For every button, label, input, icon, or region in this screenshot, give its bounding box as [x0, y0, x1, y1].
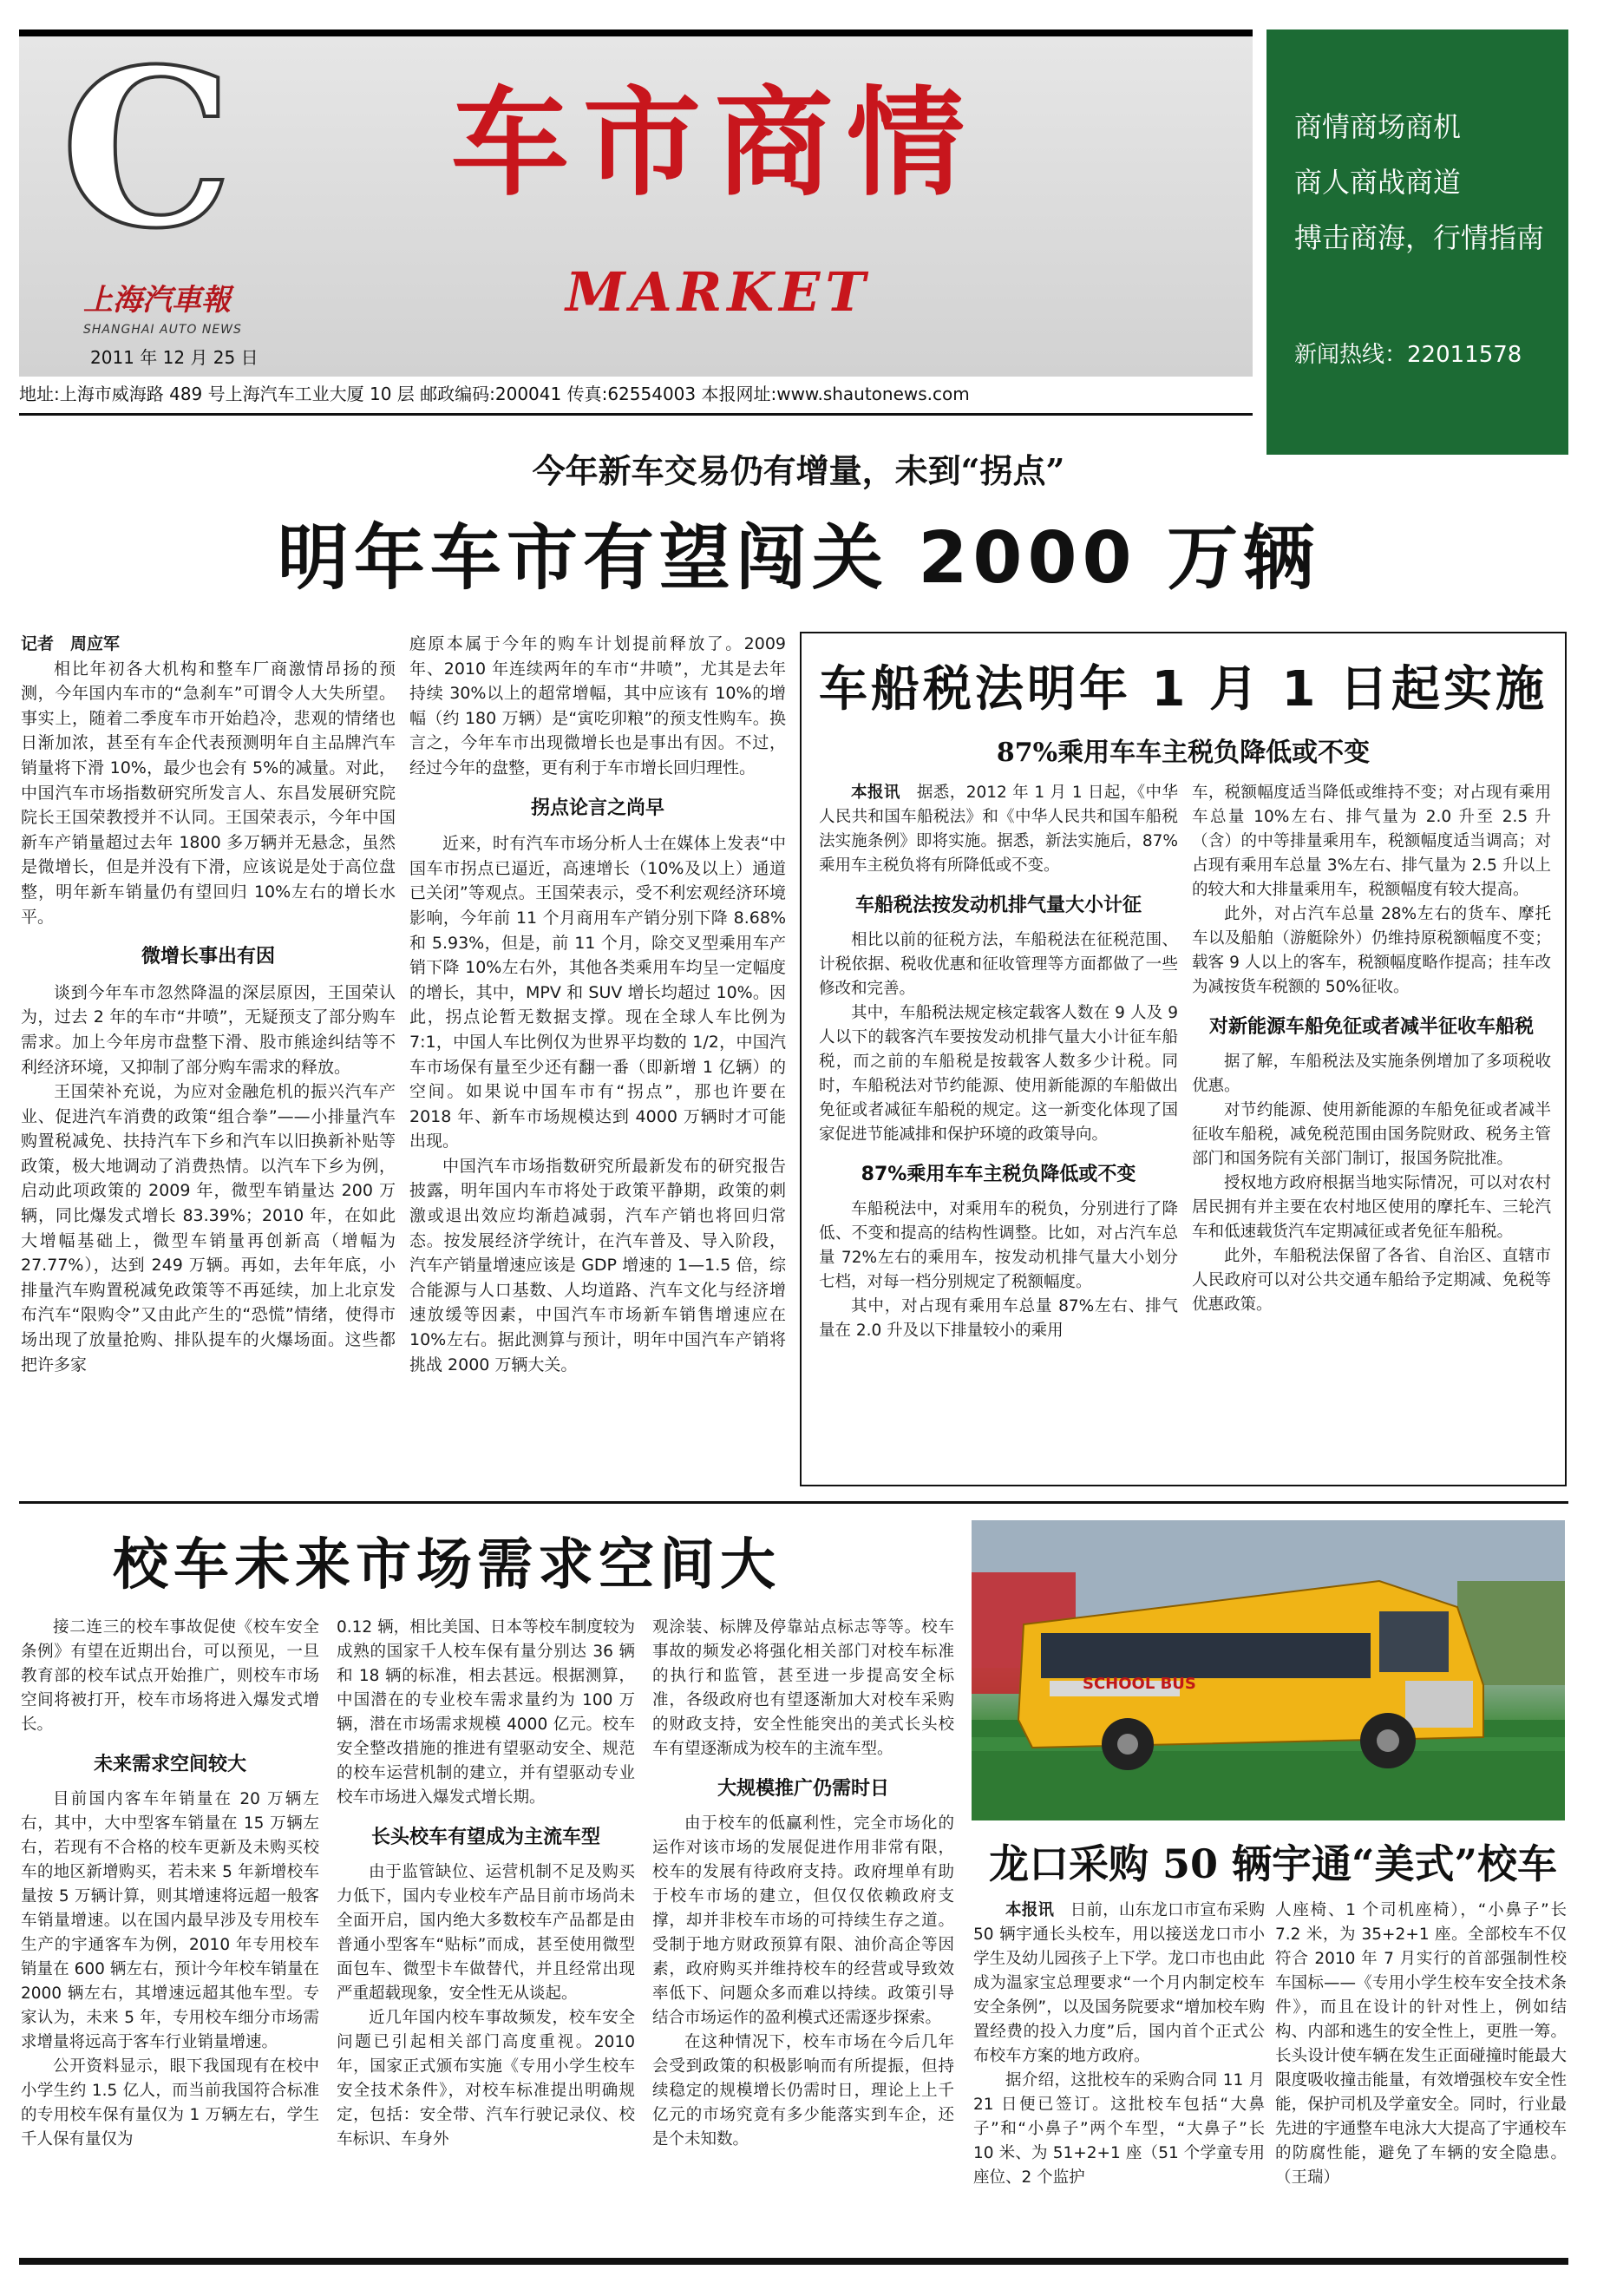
lead-headline: 明年车市有望闯关 2000 万辆 [277, 517, 1320, 600]
paragraph: 王国荣补充说，为应对金融危机的振兴汽车产业、促进汽车消费的政策“组合拳”——小排量汽车购置税减免、扶持汽车下乡和汽车以旧换新补贴等政策，极大地调动了消费热情。以汽车下乡为例，启动此项政策的 2009 年，微型车销量达 200 万辆，同比爆发式增长 83.39%；2010 年，在如此大增幅基础上，微型车销量再创新高（增幅为 27.77%），达到 249 万辆。再如，去年年底，小排量汽车购置税减免政策等不再延续，加上北京发布汽车“限购令”又由此产生的“恐慌”情绪，使得市场出现了放量抢购、排队提车的火爆场面。这些都把许多家 [21, 1082, 396, 1374]
paragraph: 在这种情况下，校车市场在今后几年会受到政策的积极影响而有所提振，但持续稳定的规模增长仍需时日，理论上上千亿元的市场究竟有多少能落实到车企，还是个未知数。 [652, 2033, 954, 2148]
bus-column-2 [337, 1616, 635, 2152]
byline: 记者 周应军 [21, 634, 121, 653]
section-title-en: MARKET [566, 260, 871, 324]
paper-name-en: SHANGHAI AUTO NEWS [83, 323, 242, 337]
paragraph: 接二连三的校车事故促使《校车安全条例》有望在近期出台，可以预见，一旦教育部的校车试点开始推广，则校车市场空间将被打开，校车市场将进入爆发式增长。 [21, 1618, 319, 1734]
paragraph: 近几年国内校车事故频发，校车安全问题已引起相关部门高度重视。2010 年，国家正式颁布实施《专用小学生校车安全技术条件》，对校车标准提出明确规定，包括：安全带、汽车行驶记录仪、校车标识、车身外 [337, 2009, 635, 2148]
lead-column-2 [409, 632, 786, 1377]
paper-name: 上海汽車報 [83, 283, 231, 318]
paragraph: 目前国内客车年销量在 20 万辆左右，其中，大中型客车销量在 15 万辆左右，若现有不合格的校车更新及未购买校车的地区新增购买，若未来 5 年新增校车量按 5 万辆计算，则其增速将远超一般客车销量增速。以在国内最早涉及专用校车生产的宇通客车为例，2010 年专用校车销量在 600 辆左右，预计今年校车销量在 2000 辆左右，其增速远超其他车型。专家认为，未来 5 年，专用校车细分市场需求增量将远高于客车行业销量增速。 [21, 1790, 319, 2051]
paragraph: 0.12 辆，相比美国、日本等校车制度较为成熟的国家千人校车保有量分别达 36 辆和 18 辆的标准，相去甚远。根据测算，中国潜在的专业校车需求量约为 100 万辆，潜在市场需求规模 4000 亿元。校车安全整改措施的推进有望驱动安全、规范的校车运营机制的建立，并有望驱动专业校车市场进入爆发式增长期。 [337, 1618, 635, 1807]
divider [19, 413, 1253, 416]
subheading: 微增长事出有因 [141, 946, 275, 968]
school-bus-photo [972, 1520, 1565, 1820]
subheading: 拐点论言之尚早 [530, 797, 664, 819]
paragraph: 其中，车船税法规定核定载客人数在 9 人及 9 人以下的载客汽车要按发动机排气量大小计征车船税，而之前的车船税是按载客人数多少计税。同时，车船税法对节约能源、使用新能源的车船做出免征或者减征车船税的规定。这一新变化体现了国家促进节能减排和保护环境的政策导向。 [819, 1004, 1178, 1144]
bus-headline: 校车未来市场需求空间大 [113, 1533, 781, 1597]
byline: 本报讯 [851, 784, 900, 802]
school-bus-illustration [972, 1520, 1565, 1820]
paragraph: 中国汽车市场指数研究所最新发布的研究报告披露，明年国内车市将处于政策平静期，政策的刺激或退出效应均渐趋减弱，汽车产销也将回归常态。按发展经济学统计，在汽车普及、导入阶段，汽车产销量增速应该是 GDP 增速的 1—1.5 倍，综合能源与人口基数、人均道路、汽车文化与经济增速放缓等因素，中国汽车市场新车销售增速应在 10%左右。据此测算与预计，明年中国汽车产销将挑战 2000 万辆大关。 [409, 1156, 786, 1374]
section-title: 车市商情 [451, 74, 978, 213]
paragraph: 庭原本属于今年的购车计划提前释放了。2009 年、2010 年连续两年的车市“井喷”，尤其是去年持续 30%以上的超常增幅，其中应该有 10%的增幅（约 180 万辆）是“寅吃卯粮”的预支性购车。换言之，今年车市出现微增长也是事出有因。不过，经过今年的盘整，更有利于车市增长回归理性。 [409, 634, 786, 777]
bus-column-3 [652, 1616, 954, 2152]
address-bar: 地址:上海市威海路 489 号上海汽车工业大厦 10 层 邮政编码:200041 传真:62554003 本报网址:www.shautonews.com [19, 384, 970, 404]
subheading: 87%乘用车车主税负降低或不变 [861, 1164, 1136, 1185]
paragraph: 授权地方政府根据当地实际情况，可以对农村居民拥有并主要在农村地区使用的摩托车、三轮汽车和低速载货汽车定期减征或者免征车船税。 [1192, 1174, 1551, 1241]
slogan-line: 搏击商海，行情指南 [1294, 221, 1545, 254]
lead-kicker: 今年新车交易仍有增量，未到“拐点” [532, 451, 1065, 490]
longkou-column-2 [1275, 1899, 1567, 2190]
news-hotline: 新闻热线：22011578 [1294, 342, 1522, 368]
paragraph: 对节约能源、使用新能源的车船免征或者减半征收车船税，减免税范围由国务院财政、税务主管部门和国务院有关部门制订，报国务院批准。 [1192, 1101, 1551, 1168]
paragraph: 人座椅、1 个司机座椅），“小鼻子”长 7.2 米，为 35+2+1 座。全部校车不仅符合 2010 年 7 月实行的首部强制性校车国标——《专用小学生校车安全技术条件》，而且在设计的针对性上，例如结构、内部和逃生的安全性上，更胜一筹。长头设计使车辆在发生正面碰撞时能最大限度吸收撞击能量，有效增强校车安全性能，保护司机及学童安全。同时，行业最先进的宇通整车电泳大大提高了宇通校车的防腐性能，避免了车辆的安全隐患。（王瑞） [1275, 1901, 1567, 2187]
divider [19, 1501, 1568, 1504]
subheading: 车船税法按发动机排气量大小计征 [854, 895, 1142, 916]
subheading: 长头校车有望成为主流车型 [370, 1827, 600, 1848]
bus-column-1 [21, 1616, 319, 2152]
bottom-rule [19, 2258, 1568, 2265]
issue-date: 2011 年 12 月 25 日 [90, 347, 259, 368]
tax-column-2 [1192, 781, 1551, 1317]
paragraph: 由于监管缺位、运营机制不足及购买力低下，国内专业校车产品目前市场尚未全面开启，国内绝大多数校车产品都是由普通小型客车“贴标”而成，甚至使用微型面包车、微型卡车做替代，并且经常出现严重超载现象，安全性无从谈起。 [337, 1863, 635, 2003]
paragraph-text: 据悉，2012 年 1 月 1 日起，《中华人民共和国车船税法》和《中华人民共和国车船税法实施条例》即将实施。据悉，新法实施后，87%乘用车主税负将有所降低或不变。 [819, 784, 1178, 875]
tax-subheadline: 87%乘用车车主税负降低或不变 [996, 738, 1371, 768]
paragraph-text: 日前，山东龙口市宣布采购 50 辆宇通长头校车，用以接送龙口市小学生及幼儿园孩子上下学。龙口市也由此成为温家宝总理要求“一个月内制定校车安全条例”，以及国务院要求“增加校车购置经费的投入力度”后，国内首个正式公布校车方案的地方政府。 [973, 1901, 1265, 2065]
paragraph: 公开资料显示，眼下我国现有在校中小学生约 1.5 亿人，而当前我国符合标准的专用校车保有量仅为 1 万辆左右，学生千人保有量仅为 [21, 2057, 319, 2148]
slogan-line: 商情商场商机 [1294, 110, 1462, 143]
paragraph: 车，税额幅度适当降低或维持不变；对占现有乘用车总量 10%左右、排气量为 2.0 升至 2.5 升（含）的中等排量乘用车，税额幅度适当调高；对占现有乘用车总量 3%左右、排气量为 2.5 升以上的较大和大排量乘用车，税额幅度有较大提高。 [1192, 784, 1551, 899]
paragraph [973, 1899, 1265, 2069]
tax-column-1 [819, 781, 1178, 1343]
logo-letter: C [61, 21, 233, 276]
paragraph: 此外，车船税法保留了各省、自治区、直辖市人民政府可以对公共交通车船给予定期减、免税等优惠政策。 [1192, 1247, 1551, 1314]
paragraph: 相比年初各大机构和整车厂商激情昂扬的预测，今年国内车市的“急刹车”可谓令人大失所望。事实上，随着二季度车市开始趋冷，悲观的情绪也日渐加浓，甚至有车企代表预测明年自主品牌汽车销量将下滑 10%，最少也会有 5%的减量。对此，中国汽车市场指数研究所发言人、东昌发展研究院院长王国荣教授并不认同。王国荣表示，今年中国新车产销量超过去年 1800 多万辆并无悬念，虽然是微增长，但是并没有下滑，应该说是处于高位盘整，明年新车销量仍有望回归 10%左右的增长水平。 [21, 659, 396, 927]
paragraph: 观涂装、标牌及停靠站点标志等等。校车事故的频发必将强化相关部门对校车标准的执行和监管，甚至进一步提高安全标准，各级政府也有望逐渐加大对校车采购的财政支持，安全性能突出的美式长头校车有望逐渐成为校车的主流车型。 [652, 1618, 954, 1758]
slogan-line: 商人商战商道 [1294, 166, 1462, 199]
subheading: 未来需求空间较大 [93, 1754, 246, 1775]
byline: 本报讯 [1005, 1901, 1055, 1919]
paragraph [819, 781, 1178, 878]
paragraph: 据介绍，这批校车的采购合同 11 月 21 日便已签订。这批校车包括“大鼻子”和“小鼻子”两个车型，“大鼻子”长 10 米、为 51+2+1 座（51 个学童专用座位、2 个监护 [973, 2071, 1265, 2187]
bus-side-label: SCHOOL BUS [1083, 1675, 1196, 1693]
longkou-headline: 龙口采购 50 辆宇通“美式”校车 [989, 1840, 1557, 1887]
paragraph: 相比以前的征税方法，车船税法在征税范围、计税依据、税收优惠和征收管理等方面都做了一些修改和完善。 [819, 931, 1178, 998]
paragraph: 此外，对占汽车总量 28%左右的货车、摩托车以及船舶（游艇除外）仍维持原税额幅度不变；载客 9 人以上的客车，税额幅度略作提高；挂车改为减按货车税额的 50%征收。 [1192, 905, 1551, 996]
lead-column-1 [21, 632, 396, 1377]
paragraph: 据了解，车船税法及实施条例增加了多项税收优惠。 [1192, 1053, 1551, 1095]
paragraph: 由于校车的低赢利性，完全市场化的运作对该市场的发展促进作用非常有限，校车的发展有待政府支持。政府埋单有助于校车市场的建立，但仅仅依赖政府支撑，却并非校车市场的可持续生存之道。受制于地方财政预算有限、油价高企等因素，政府购买并维持校车的经营或导致效率低下、问题众多而难以持续。政策引导结合市场运作的盈利模式还需逐步探索。 [652, 1814, 954, 2027]
tax-headline: 车船税法明年 1 月 1 日起实施 [819, 661, 1548, 718]
subheading: 对新能源车船免征或者减半征收车船税 [1208, 1016, 1534, 1038]
paragraph: 车船税法中，对乘用车的税负，分别进行了降低、不变和提高的结构性调整。比如，对占汽车总量 72%左右的乘用车，按发动机排气量大小划分七档，对每一档分别规定了税额幅度。 [819, 1200, 1178, 1291]
paragraph: 谈到今年车市忽然降温的深层原因，王国荣认为，过去 2 年的车市“井喷”，无疑预支了部分购车需求。加上今年房市盘整下滑、股市熊途纠结等不利经济环境，又抑制了部分购车需求的释放。 [21, 982, 396, 1077]
slogan-box [1266, 30, 1568, 455]
subheading: 大规模推广仍需时日 [717, 1778, 889, 1800]
paragraph: 其中，对占现有乘用车总量 87%左右、排气量在 2.0 升及以下排量较小的乘用 [819, 1297, 1178, 1340]
longkou-column-1 [973, 1899, 1265, 2190]
paragraph: 近来，时有汽车市场分析人士在媒体上发表“中国车市拐点已逼近，高速增长（10%及以上）通道已关闭”等观点。王国荣表示，受不利宏观经济环境影响，今年前 11 个月商用车产销分别下降 8.68%和 5.93%，但是，前 11 个月，除交叉型乘用车产销下降 10%左右外，其他各类乘用车均呈一定幅度的增长，其中，MPV 和 SUV 增长均超过 10%。因此，拐点论暂无数据支撑。现在全球人车比例为 7:1，中国人车比例仅为世界平均数的 1/2，中国汽车市场保有量至少还有翻一番（即新增 1 亿辆）的空间。如果说中国车市有“拐点”，那也许要在 2018 年、新车市场规模达到 4000 万辆时才可能出现。 [409, 834, 786, 1151]
